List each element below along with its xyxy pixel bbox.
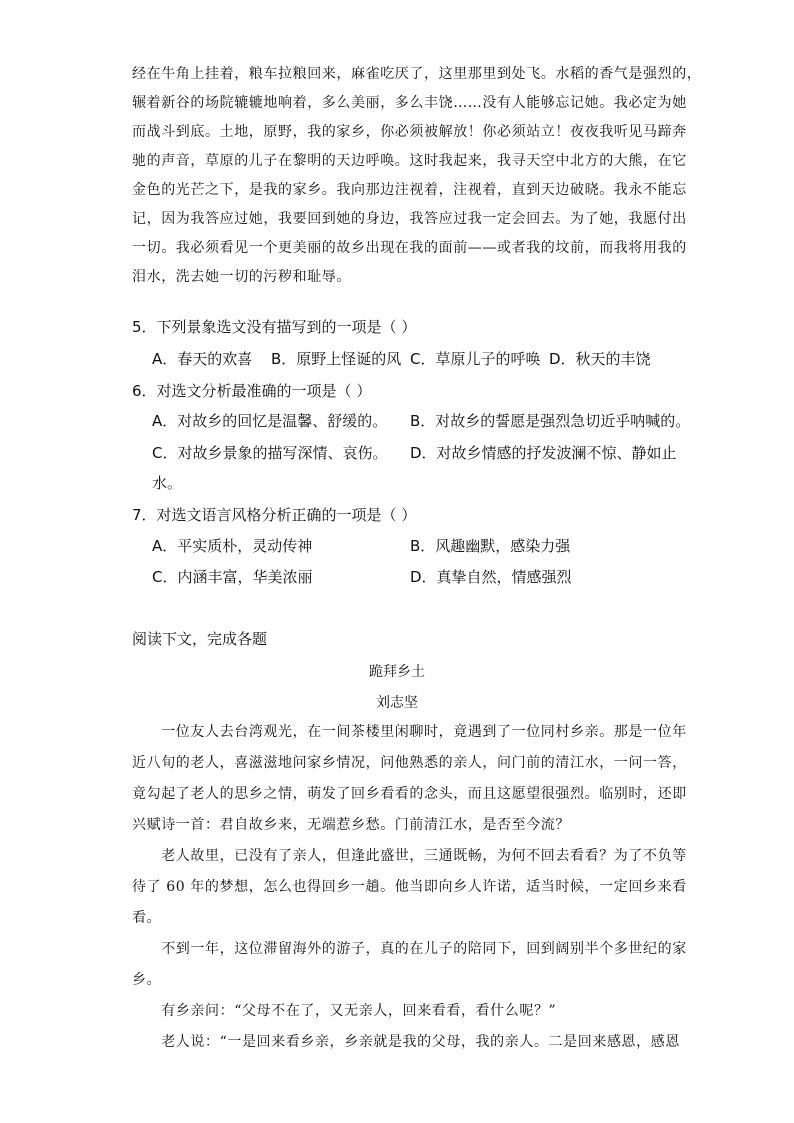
passage-line: 经在牛角上挂着，粮车拉粮回来，麻雀吃厌了，这里那里到处飞。水稻的香气是强烈的，	[132, 66, 702, 82]
article-line: 乡。	[132, 972, 162, 988]
question-7-option-c[interactable]: C．内涵丰富，华美浓丽	[152, 568, 313, 586]
article-line: 老人说：“一是回来看乡亲，乡亲就是我的父母，我的亲人。二是回来感恩，感恩	[132, 1034, 680, 1050]
question-6-option-d-continued: 水。	[152, 474, 183, 492]
question-7-option-d[interactable]: D．真挚自然，情感强烈	[410, 568, 572, 586]
article-title: 跪拜乡土	[369, 664, 425, 680]
question-5-stem: 5．下列景象选文没有描写到的一项是（ ）	[132, 318, 417, 336]
question-6-option-d[interactable]: D．对故乡情感的抒发波澜不惊、静如止	[410, 444, 677, 462]
article-author: 刘志坚	[376, 695, 418, 711]
passage-line: 一切。我必须看见一个更美丽的故乡出现在我的面前——或者我的坟前，而我将用我的	[132, 240, 687, 256]
passage-line: 记，因为我答应过她，我要回到她的身边，我答应过我一定会回去。为了她，我愿付出	[132, 211, 687, 227]
article-line: 不到一年，这位滞留海外的游子，真的在儿子的陪同下，回到阔别半个多世纪的家	[132, 941, 687, 957]
question-6-stem: 6．对选文分析最准确的一项是（ ）	[132, 382, 372, 400]
article-line: 近八旬的老人，喜滋滋地问家乡情况，问他熟悉的亲人，问门前的清江水，一问一答，	[132, 755, 687, 771]
reading-instruction: 阅读下文，完成各题	[132, 630, 268, 648]
passage-excerpt	[132, 60, 702, 292]
article-line: 老人故里，已没有了亲人，但逢此盛世，三通既畅，为何不回去看看？为了不负等	[132, 848, 687, 864]
passage-line: 而战斗到底。土地，原野，我的家乡，你必须被解放！你必须站立！夜夜我听见马蹄奔	[132, 124, 687, 140]
question-6-option-b[interactable]: B．对故乡的誓愿是强烈急切近乎呐喊的。	[410, 412, 691, 430]
question-7-option-b[interactable]: B．风趣幽默，感染力强	[410, 537, 571, 555]
question-5-option-c[interactable]: C．草原儿子的呼唤	[410, 350, 541, 368]
question-7-stem: 7．对选文语言风格分析正确的一项是（ ）	[132, 506, 417, 524]
question-5-option-b[interactable]: B．原野上怪诞的风	[271, 350, 402, 368]
article-line: 待了 60 年的梦想，怎么也得回乡一趟。他当即向乡人许诺，适当时候，一定回乡来看	[132, 879, 687, 895]
article-line: 兴赋诗一首：君自故乡来，无端惹乡愁。门前清江水，是否至今流？	[132, 817, 570, 833]
article-line: 竟勾起了老人的思乡之情，萌发了回乡看看的念头，而且这愿望很强烈。临别时，还即	[132, 786, 687, 802]
passage-line: 泪水，洗去她一切的污秽和耻辱。	[132, 269, 351, 285]
question-6-option-a[interactable]: A．对故乡的回忆是温馨、舒缓的。	[152, 412, 388, 430]
passage-line: 金色的光芒之下，是我的家乡。我向那边注视着，注视着，直到天边破晓。我永不能忘	[132, 182, 687, 198]
question-7-option-a[interactable]: A．平实质朴，灵动传神	[152, 537, 313, 555]
question-5-option-a[interactable]: A．春天的欢喜	[152, 350, 253, 368]
passage-line: 辗着新谷的场院辘辘地响着，多么美丽，多么丰饶……没有人能够忘记她。我必定为她	[132, 95, 687, 111]
article-line: 有乡亲问：“父母不在了，又无亲人，回来看看，看什么呢？”	[132, 1003, 557, 1019]
article-line: 一位友人去台湾观光，在一间茶楼里闲聊时，竟遇到了一位同村乡亲。那是一位年	[132, 724, 687, 740]
passage-line: 驰的声音，草原的儿子在黎明的天边呼唤。这时我起来，我寻天空中北方的大熊，在它	[132, 153, 687, 169]
article-body	[132, 717, 687, 1058]
article-line: 看。	[132, 910, 162, 926]
question-5-option-d[interactable]: D．秋天的丰饶	[549, 350, 651, 368]
question-6-option-c[interactable]: C．对故乡景象的描写深情、哀伤。	[152, 444, 388, 462]
